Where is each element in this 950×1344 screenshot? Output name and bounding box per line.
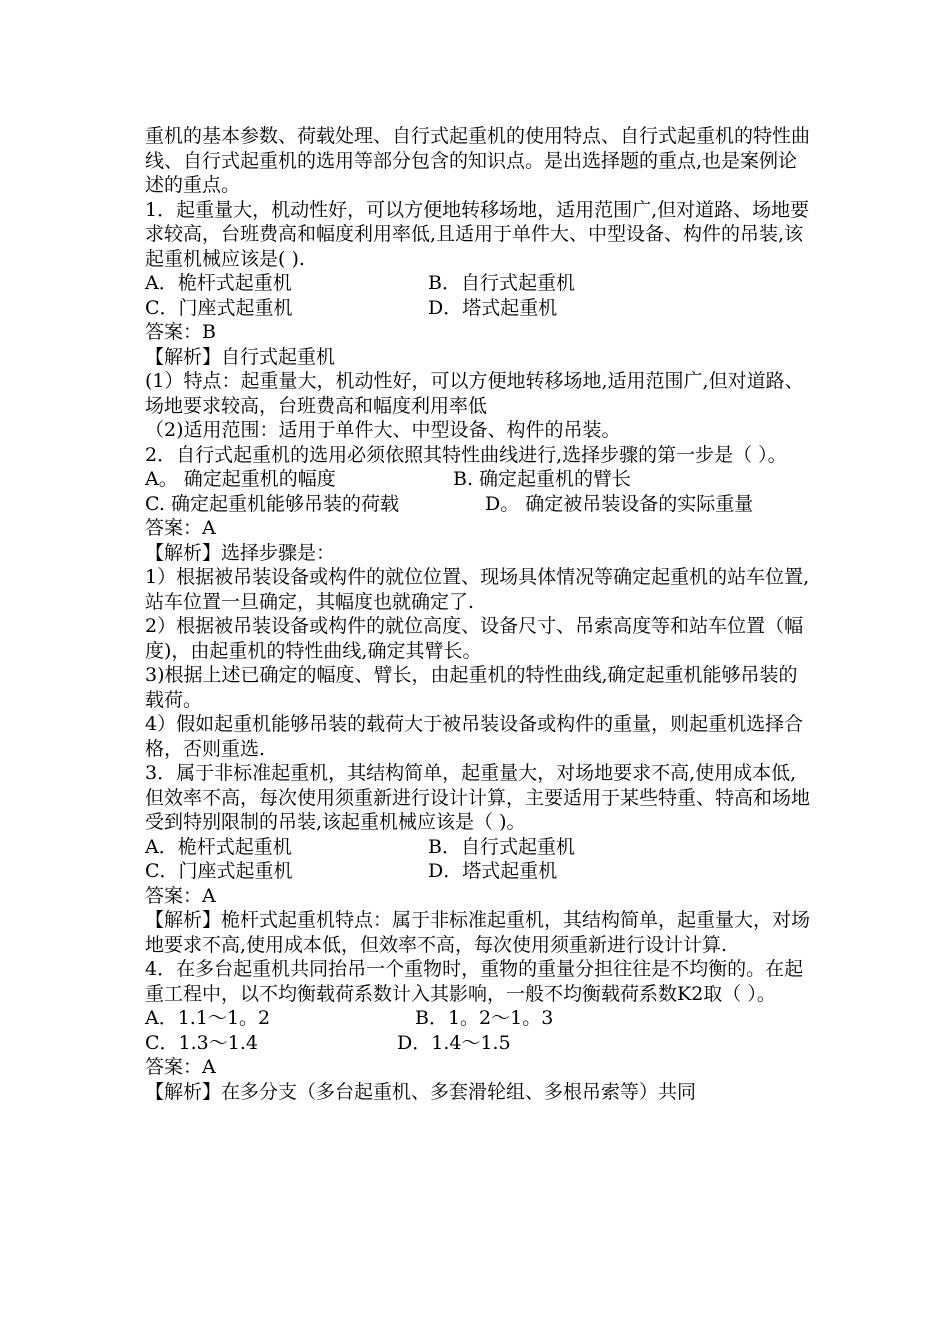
question-1-options-row-2 [145, 296, 810, 321]
question-4-options-row-2 [145, 1031, 810, 1056]
question-1-explanation-1: (1）特点：起重量大，机动性好，可以方便地转移场地,适用范围广,但对道路、场地要求较高，台班费高和幅度利用率低 [145, 370, 804, 417]
question-2-answer: 答案：A [145, 517, 216, 539]
question-4-option-b: B．1。2～1。3 [415, 1007, 554, 1029]
question-2-options-row-2 [145, 492, 810, 517]
question-2-option-c: C. 确定起重机能够吊装的荷载 [145, 492, 399, 515]
question-2-option-d: D。 确定被吊装设备的实际重量 [485, 492, 754, 515]
question-3-option-d: D．塔式起重机 [428, 860, 558, 882]
question-2-options-row-1 [145, 467, 810, 492]
question-3-options-row-2 [145, 859, 810, 884]
question-2-explanation-3: 3)根据上述已确定的幅度、臂长，由起重机的特性曲线,确定起重机能够吊装的载荷。 [145, 664, 798, 711]
question-1: 1．起重量大，机动性好，可以方便地转移场地，适用范围广,但对道路、场地要求较高，台班费高和幅度利用率低,且适用于单件大、中型设备、构件的吊装,该起重机械应该是( ). [145, 198, 810, 270]
question-2-explanation-title: 【解析】选择步骤是： [145, 541, 336, 564]
intro-paragraph: 重机的基本参数、荷载处理、自行式起重机的使用特点、自行式起重机的特性曲线、自行式起重机的选用等部分包含的知识点。是出选择题的重点,也是案例论述的重点。 [145, 125, 811, 196]
question-2-explanation-1: 1）根据被吊装设备或构件的就位位置、现场具体情况等确定起重机的站车位置,站车位置一旦确定，其幅度也就确定了. [145, 566, 810, 613]
question-4-explanation: 【解析】在多分支（多台起重机、多套滑轮组、多根吊索等）共同 [145, 1080, 697, 1103]
question-3-options-row-1 [145, 835, 810, 860]
question-2: 2．自行式起重机的选用必须依照其特性曲线进行,选择步骤的第一步是（ ）。 [145, 443, 787, 466]
question-2-option-b: B. 确定起重机的臂长 [453, 468, 632, 490]
question-2-explanation-2: 2）根据被吊装设备或构件的就位高度、设备尺寸、吊索高度等和站车位置（幅度)，由起重机的特性曲线,确定其臂长。 [145, 615, 804, 662]
question-3-option-c: C．门座式起重机 [145, 860, 293, 882]
question-4-option-c: C．1.3～1.4 [145, 1031, 258, 1054]
question-1-option-c: C．门座式起重机 [145, 296, 293, 319]
question-1-answer: 答案：B [145, 321, 216, 343]
question-2-explanation-4: 4）假如起重机能够吊装的载荷大于被吊装设备或构件的重量，则起重机选择合格，否则重选. [145, 713, 804, 760]
question-4: 4．在多台起重机共同抬吊一个重物时，重物的重量分担往往是不均衡的。在起重工程中，以不均衡载荷系数计入其影响，一般不均衡载荷系数K2取（ ）。 [145, 958, 804, 1005]
question-3-option-b: B．自行式起重机 [428, 835, 575, 858]
question-4-option-a: A．1.1～1。2 [145, 1007, 271, 1029]
question-1-explanation-title: 【解析】自行式起重机 [145, 345, 336, 368]
question-4-answer: 答案：A [145, 1056, 216, 1078]
question-3-option-a: A．桅杆式起重机 [145, 835, 292, 858]
question-1-options-row-1 [145, 271, 810, 296]
question-3-explanation: 【解析】桅杆式起重机特点：属于非标准起重机，其结构简单，起重量大，对场地要求不高,使用成本低，但效率不高，每次使用须重新进行设计计算. [145, 909, 811, 956]
question-3: 3．属于非标准起重机，其结构简单，起重量大，对场地要求不高,使用成本低,但效率不高，每次使用须重新进行设计计算，主要适用于某些特重、特高和场地受到特别限制的吊装,该起重机械应该是（ )。 [145, 762, 811, 833]
question-1-option-d: D．塔式起重机 [428, 296, 558, 319]
question-4-option-d: D．1.4～1.5 [397, 1031, 511, 1054]
question-3-answer: 答案：A [145, 884, 216, 907]
question-4-options-row-1 [145, 1006, 810, 1031]
question-2-option-a: A。 确定起重机的幅度 [145, 468, 336, 490]
question-1-option-a: A．桅杆式起重机 [145, 272, 292, 294]
document-body [145, 124, 810, 1104]
question-1-option-b: B．自行式起重机 [428, 272, 575, 294]
question-1-explanation-2: （2)适用范围：适用于单件大、中型设备、构件的吊装。 [145, 419, 621, 441]
